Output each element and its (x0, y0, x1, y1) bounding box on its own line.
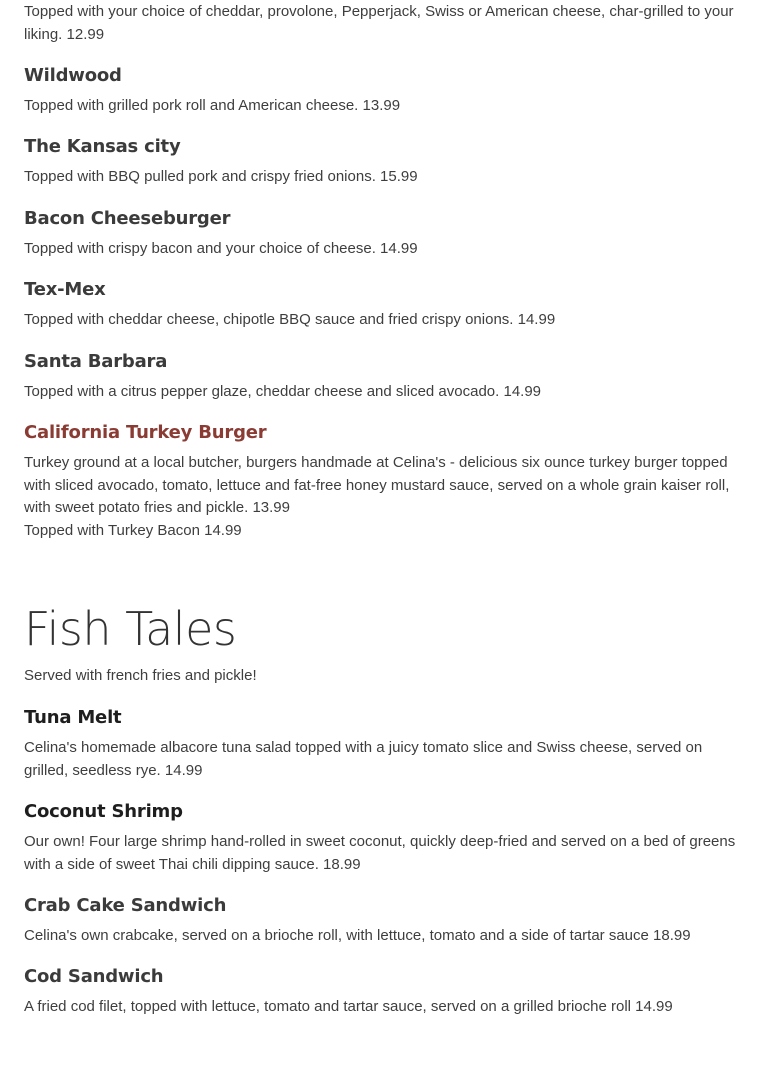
menu-item-description-bacon-cheeseburger: Topped with crispy bacon and your choice of cheese. 14.99 (24, 240, 418, 257)
menu-item-title-wildwood: Wildwood (24, 65, 122, 86)
menu-item-description-santa-barbara: Topped with a citrus pepper glaze, cheddar cheese and sliced avocado. 14.99 (24, 383, 542, 400)
menu-item-title-cod-sandwich: Cod Sandwich (24, 966, 164, 987)
menu-item-title-tuna-melt: Tuna Melt (24, 707, 122, 728)
menu-item-title-crab-cake-sandwich: Crab Cake Sandwich (24, 895, 227, 916)
menu-item-title-california-turkey-burger: California Turkey Burger (24, 422, 267, 443)
menu-item-description-coconut-shrimp: Our own! Four large shrimp hand-rolled in sweet coconut, quickly deep-fried and served on a bed of greens with a side of sweet Thai chili dipping sauce. 18.99 (24, 833, 736, 873)
burger-intro-description: Topped with your choice of cheddar, provolone, Pepperjack, Swiss or American cheese, char-grilled to your liking. 12.99 (24, 3, 734, 43)
section-subtitle-fish-tales: Served with french fries and pickle! (24, 667, 257, 684)
menu-item-description-california-turkey-burger: Turkey ground at a local butcher, burgers handmade at Celina's - delicious six ounce turkey burger topped with sliced avocado, tomato, lettuce and fat-free honey mustard sauce, served on a whole grain kaiser roll, with sweet potato fries and pickle. 13.99 (24, 454, 730, 516)
menu-item-title-tex-mex: Tex-Mex (24, 279, 106, 300)
menu-item-description-tex-mex: Topped with cheddar cheese, chipotle BBQ sauce and fried crispy onions. 14.99 (24, 311, 556, 328)
menu-item-addon-turkey-bacon: Topped with Turkey Bacon 14.99 (24, 522, 242, 539)
menu-item-description-kansas-city: Topped with BBQ pulled pork and crispy fried onions. 15.99 (24, 168, 418, 185)
menu-item-description-cod-sandwich: A fried cod filet, topped with lettuce, tomato and tartar sauce, served on a grilled brioche roll 14.99 (24, 998, 673, 1015)
menu-item-title-santa-barbara: Santa Barbara (24, 351, 168, 372)
menu-item-description-tuna-melt: Celina's homemade albacore tuna salad topped with a juicy tomato slice and Swiss cheese, served on grilled, seedless rye. 14.99 (24, 739, 703, 779)
menu-item-title-kansas-city: The Kansas city (24, 136, 181, 157)
menu-item-title-bacon-cheeseburger: Bacon Cheeseburger (24, 208, 231, 229)
menu-item-description-crab-cake-sandwich: Celina's own crabcake, served on a brioche roll, with lettuce, tomato and a side of tartar sauce 18.99 (24, 927, 691, 944)
section-title-fish-tales: Fish Tales (24, 602, 237, 656)
menu-item-title-coconut-shrimp: Coconut Shrimp (24, 801, 183, 822)
menu-item-description-wildwood: Topped with grilled pork roll and American cheese. 13.99 (24, 97, 401, 114)
